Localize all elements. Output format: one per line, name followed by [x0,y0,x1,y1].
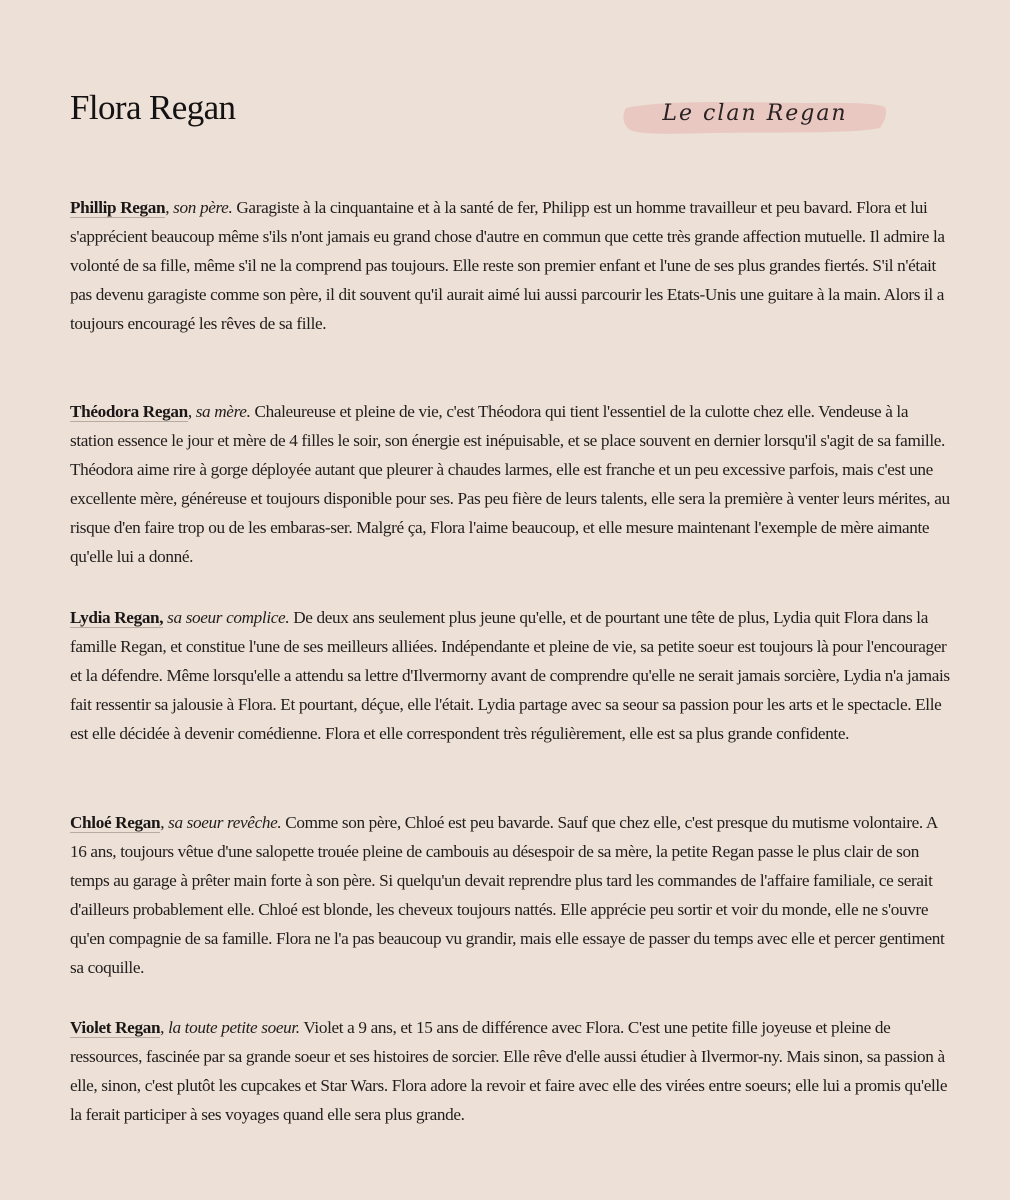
page-title: Flora Regan [70,88,236,127]
member-punct: , [165,198,170,217]
member-punct: , [187,402,192,421]
member-name: Violet Regan [70,1018,161,1037]
family-member-lydia [70,603,955,748]
member-description: Comme son père, Chloé est peu bavarde. Sauf que chez elle, c'est presque du mutisme volontaire. A 16 ans, toujours vêtue d'une salopette trouée pleine de cambouis au désespoir de sa mère, la petite Regan passe le plus clair de son temps au garage à prêter main forte à son père. Si quelqu'un devait reprendre plus tard les commandes de l'affaire familiale, ce serait d'ailleurs probablement elle. Chloé est blonde, les cheveux toujours nattés. Elle apprécie peu sortir et voir du monde, elle ne s'ouvre qu'en compagnie de sa famille. Flora ne l'a pas beaucoup vu grandir, mais elle essaye de passer du temps avec elle et percer gentiment sa coquille. [70,813,945,977]
member-role: sa soeur revêche. [168,813,282,832]
member-description: Garagiste à la cinquantaine et à la santé de fer, Philipp est un homme travailleur et peu bavard. Flora et lui s'apprécient beaucoup même s'ils n'ont jamais eu grand chose d'autre en commun que cette très grande affection mutuelle. Il admire la volonté de sa fille, même s'il ne la comprend pas toujours. Elle reste son premier enfant et l'une de ses plus grandes fiertés. S'il n'était pas devenu garagiste comme son père, il dit souvent qu'il aurait aimé lui aussi parcourir les Etats-Unis une guitare à la main. Alors il a toujours encouragé les rêves de sa fille. [70,198,945,333]
member-punct: , [160,813,165,832]
member-description: Chaleureuse et pleine de vie, c'est Théodora qui tient l'essentiel de la culotte chez elle. Vendeuse à la station essence le jour et mère de 4 filles le soir, son énergie est inépuisable, et se place souvent en dernier lorsqu'il s'agit de sa famille. Théodora aime rire à gorge déployée autant que pleurer à chaudes larmes, elle est franche et un peu excessive parfois, mais c'est une excellente mère, généreuse et toujours disponible pour ses. Pas peu fière de leurs talents, elle sera la première à venter leurs mérites, au risque d'en faire trop ou de les embaras-ser. Malgré ça, Flora l'aime beaucoup, et elle mesure maintenant l'exemple de mère aimante qu'elle lui a donné. [70,402,950,566]
member-name: Chloé Regan [70,813,161,832]
member-role: la toute petite soeur. [168,1018,300,1037]
member-role: sa soeur complice. [167,608,290,627]
member-description: De deux ans seulement plus jeune qu'elle, et de pourtant une tête de plus, Lydia quit Flora dans la famille Regan, et constitue l'une de ses meilleurs alliées. Indépendante et pleine de vie, sa petite soeur est toujours là pour l'encourager et la défendre. Même lorsqu'elle a attendu sa lettre d'Ilvermorny avant de comprendre qu'elle ne serait jamais sorcière, Lydia n'a jamais fait ressentir sa jalousie à Flora. Et pourtant, déçue, elle l'était. Lydia partage avec sa seour sa passion pour les arts et le spectacle. Elle est elle décidée à devenir comédienne. Flora et elle correspondent très régulièrement, elle est sa plus grande confidente. [70,608,950,743]
member-role: sa mère. [195,402,251,421]
member-role: son père. [173,198,233,217]
member-punct: , [160,1018,165,1037]
family-member-phillip [70,193,955,338]
member-description: Violet a 9 ans, et 15 ans de différence avec Flora. C'est une petite fille joyeuse et pleine de ressources, fascinée par sa grande soeur et ses histoires de sorcier. Elle rêve d'elle aussi étudier à Ilvermor-ny. Mais sinon, sa passion à elle, sinon, c'est plutôt les cupcakes et Star Wars. Flora adore la revoir et faire avec elle des virées entre soeurs; elle lui a promis qu'elle la ferait participer à ses voyages quand elle sera plus grande. [70,1018,948,1124]
member-name: Théodora Regan [70,402,188,421]
family-member-chloe [70,808,955,982]
member-name: Lydia Regan, [70,608,164,627]
clan-badge-label: Le clan Regan [662,101,848,126]
member-name: Phillip Regan [70,198,166,217]
family-member-theodora [70,397,955,571]
family-member-violet [70,1013,955,1129]
clan-badge [622,94,888,140]
